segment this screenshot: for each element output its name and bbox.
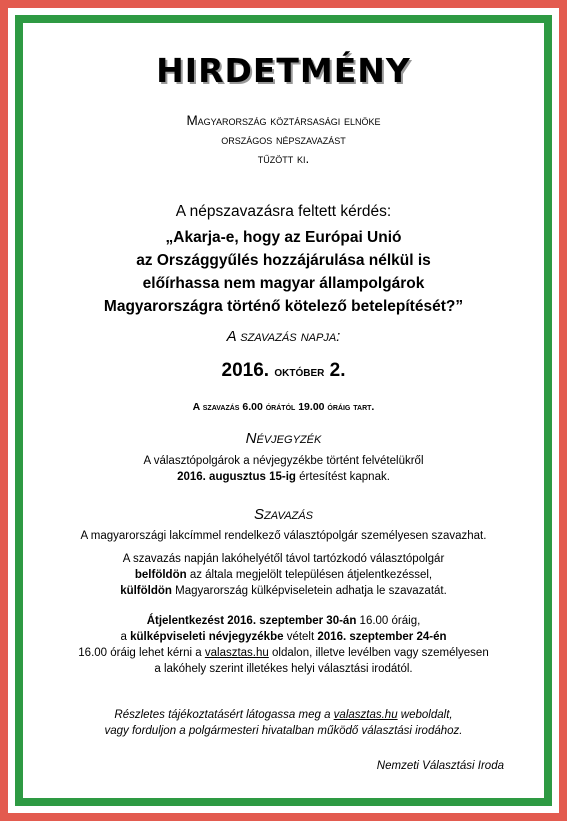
intro-line-1: Magyarország köztársasági elnöke bbox=[186, 113, 381, 128]
consular-deadline: 2016. szeptember 24-én bbox=[317, 631, 447, 643]
footer-valasztas-link[interactable]: valasztas.hu bbox=[333, 709, 398, 721]
date-month: október bbox=[274, 363, 325, 379]
hours-start: 6.00 bbox=[242, 401, 263, 413]
voting-heading: Szavazás bbox=[254, 506, 313, 523]
voting-p2-line-3 bbox=[23, 585, 544, 597]
vote-date bbox=[23, 360, 544, 382]
voting-hours bbox=[23, 401, 544, 413]
voting-p1: A magyarországi lakcímmel rendelkező választópolgár személyesen szavazhat. bbox=[80, 530, 487, 542]
hours-text-a: A szavazás bbox=[192, 401, 240, 413]
voting-p3-line-1 bbox=[23, 615, 544, 627]
voting-p3-line-3 bbox=[23, 647, 544, 659]
voting-p3-line-2-b: vételt bbox=[283, 631, 318, 643]
transfer-deadline: Átjelentkezést 2016. szeptember 30-án bbox=[146, 615, 357, 627]
footer-line-2: vagy forduljon a polgármesteri hivatalban működő választási irodához. bbox=[104, 725, 463, 737]
question-line-3: előírhassa nem magyar állampolgárok bbox=[142, 275, 425, 292]
voting-p3-line-3-a: 16.00 óráig lehet kérni a bbox=[78, 647, 205, 659]
question-line-2: az Országgyűlés hozzájárulása nélkül is bbox=[136, 252, 431, 269]
footer-line-1 bbox=[23, 709, 544, 721]
question-intro: A népszavazásra feltett kérdés: bbox=[175, 203, 392, 220]
voting-p3-line-2 bbox=[23, 631, 544, 643]
registry-date: 2016. augusztus 15-ig bbox=[177, 471, 296, 483]
intro-line-2: országos népszavazást bbox=[221, 132, 346, 147]
voting-domestic: belföldön bbox=[134, 569, 187, 581]
registry-line-1: A választópolgárok a névjegyzékbe történt felvételükről bbox=[143, 455, 424, 467]
date-day: 2. bbox=[329, 360, 346, 381]
date-year: 2016. bbox=[221, 360, 270, 381]
voting-p2-line-2 bbox=[23, 569, 544, 581]
voting-p2-line-3-rest: Magyarország külképviseletein adhatja le szavazatát. bbox=[171, 585, 447, 597]
intro-line-3: tűzött ki. bbox=[257, 151, 310, 166]
voting-abroad: külföldön bbox=[120, 585, 172, 597]
voting-p2-line-1: A szavazás napján lakóhelyétől távol tartózkodó választópolgár bbox=[122, 553, 445, 565]
hours-end: 19.00 bbox=[298, 401, 325, 413]
voting-p3-line-2-a: a bbox=[120, 631, 131, 643]
footer-line-1-b: weboldalt, bbox=[397, 709, 453, 721]
registry-line-2 bbox=[23, 471, 544, 483]
page-title: HIRDETMÉNY bbox=[156, 51, 411, 90]
question-line-4: Magyarországra történő kötelező betelepítését?” bbox=[103, 298, 464, 315]
registry-heading: Névjegyzék bbox=[245, 430, 322, 447]
hours-text-b: órától bbox=[265, 401, 296, 413]
footer-line-1-a: Részletes tájékoztatásért látogassa meg a bbox=[114, 709, 334, 721]
question-line-1: „Akarja-e, hogy az Európai Unió bbox=[165, 229, 402, 246]
voting-p2-line-2-rest: az általa megjelölt településen átjelentkezéssel, bbox=[186, 569, 433, 581]
voting-p3-line-1-rest: 16.00 óráig, bbox=[356, 615, 421, 627]
voting-p3-line-3-b: oldalon, illetve levélben vagy személyesen bbox=[268, 647, 489, 659]
voting-p3-line-4: a lakóhely szerint illetékes helyi választási irodától. bbox=[154, 663, 413, 675]
signature: Nemzeti Választási Iroda bbox=[376, 760, 504, 772]
day-heading: A szavazás napja: bbox=[226, 328, 341, 345]
registry-line-2-rest: értesítést kapnak. bbox=[295, 471, 390, 483]
consular-registry: külképviseleti névjegyzékbe bbox=[130, 631, 284, 643]
hours-text-c: óráig tart. bbox=[327, 401, 375, 413]
valasztas-link[interactable]: valasztas.hu bbox=[204, 647, 269, 659]
notice-body bbox=[23, 23, 544, 798]
